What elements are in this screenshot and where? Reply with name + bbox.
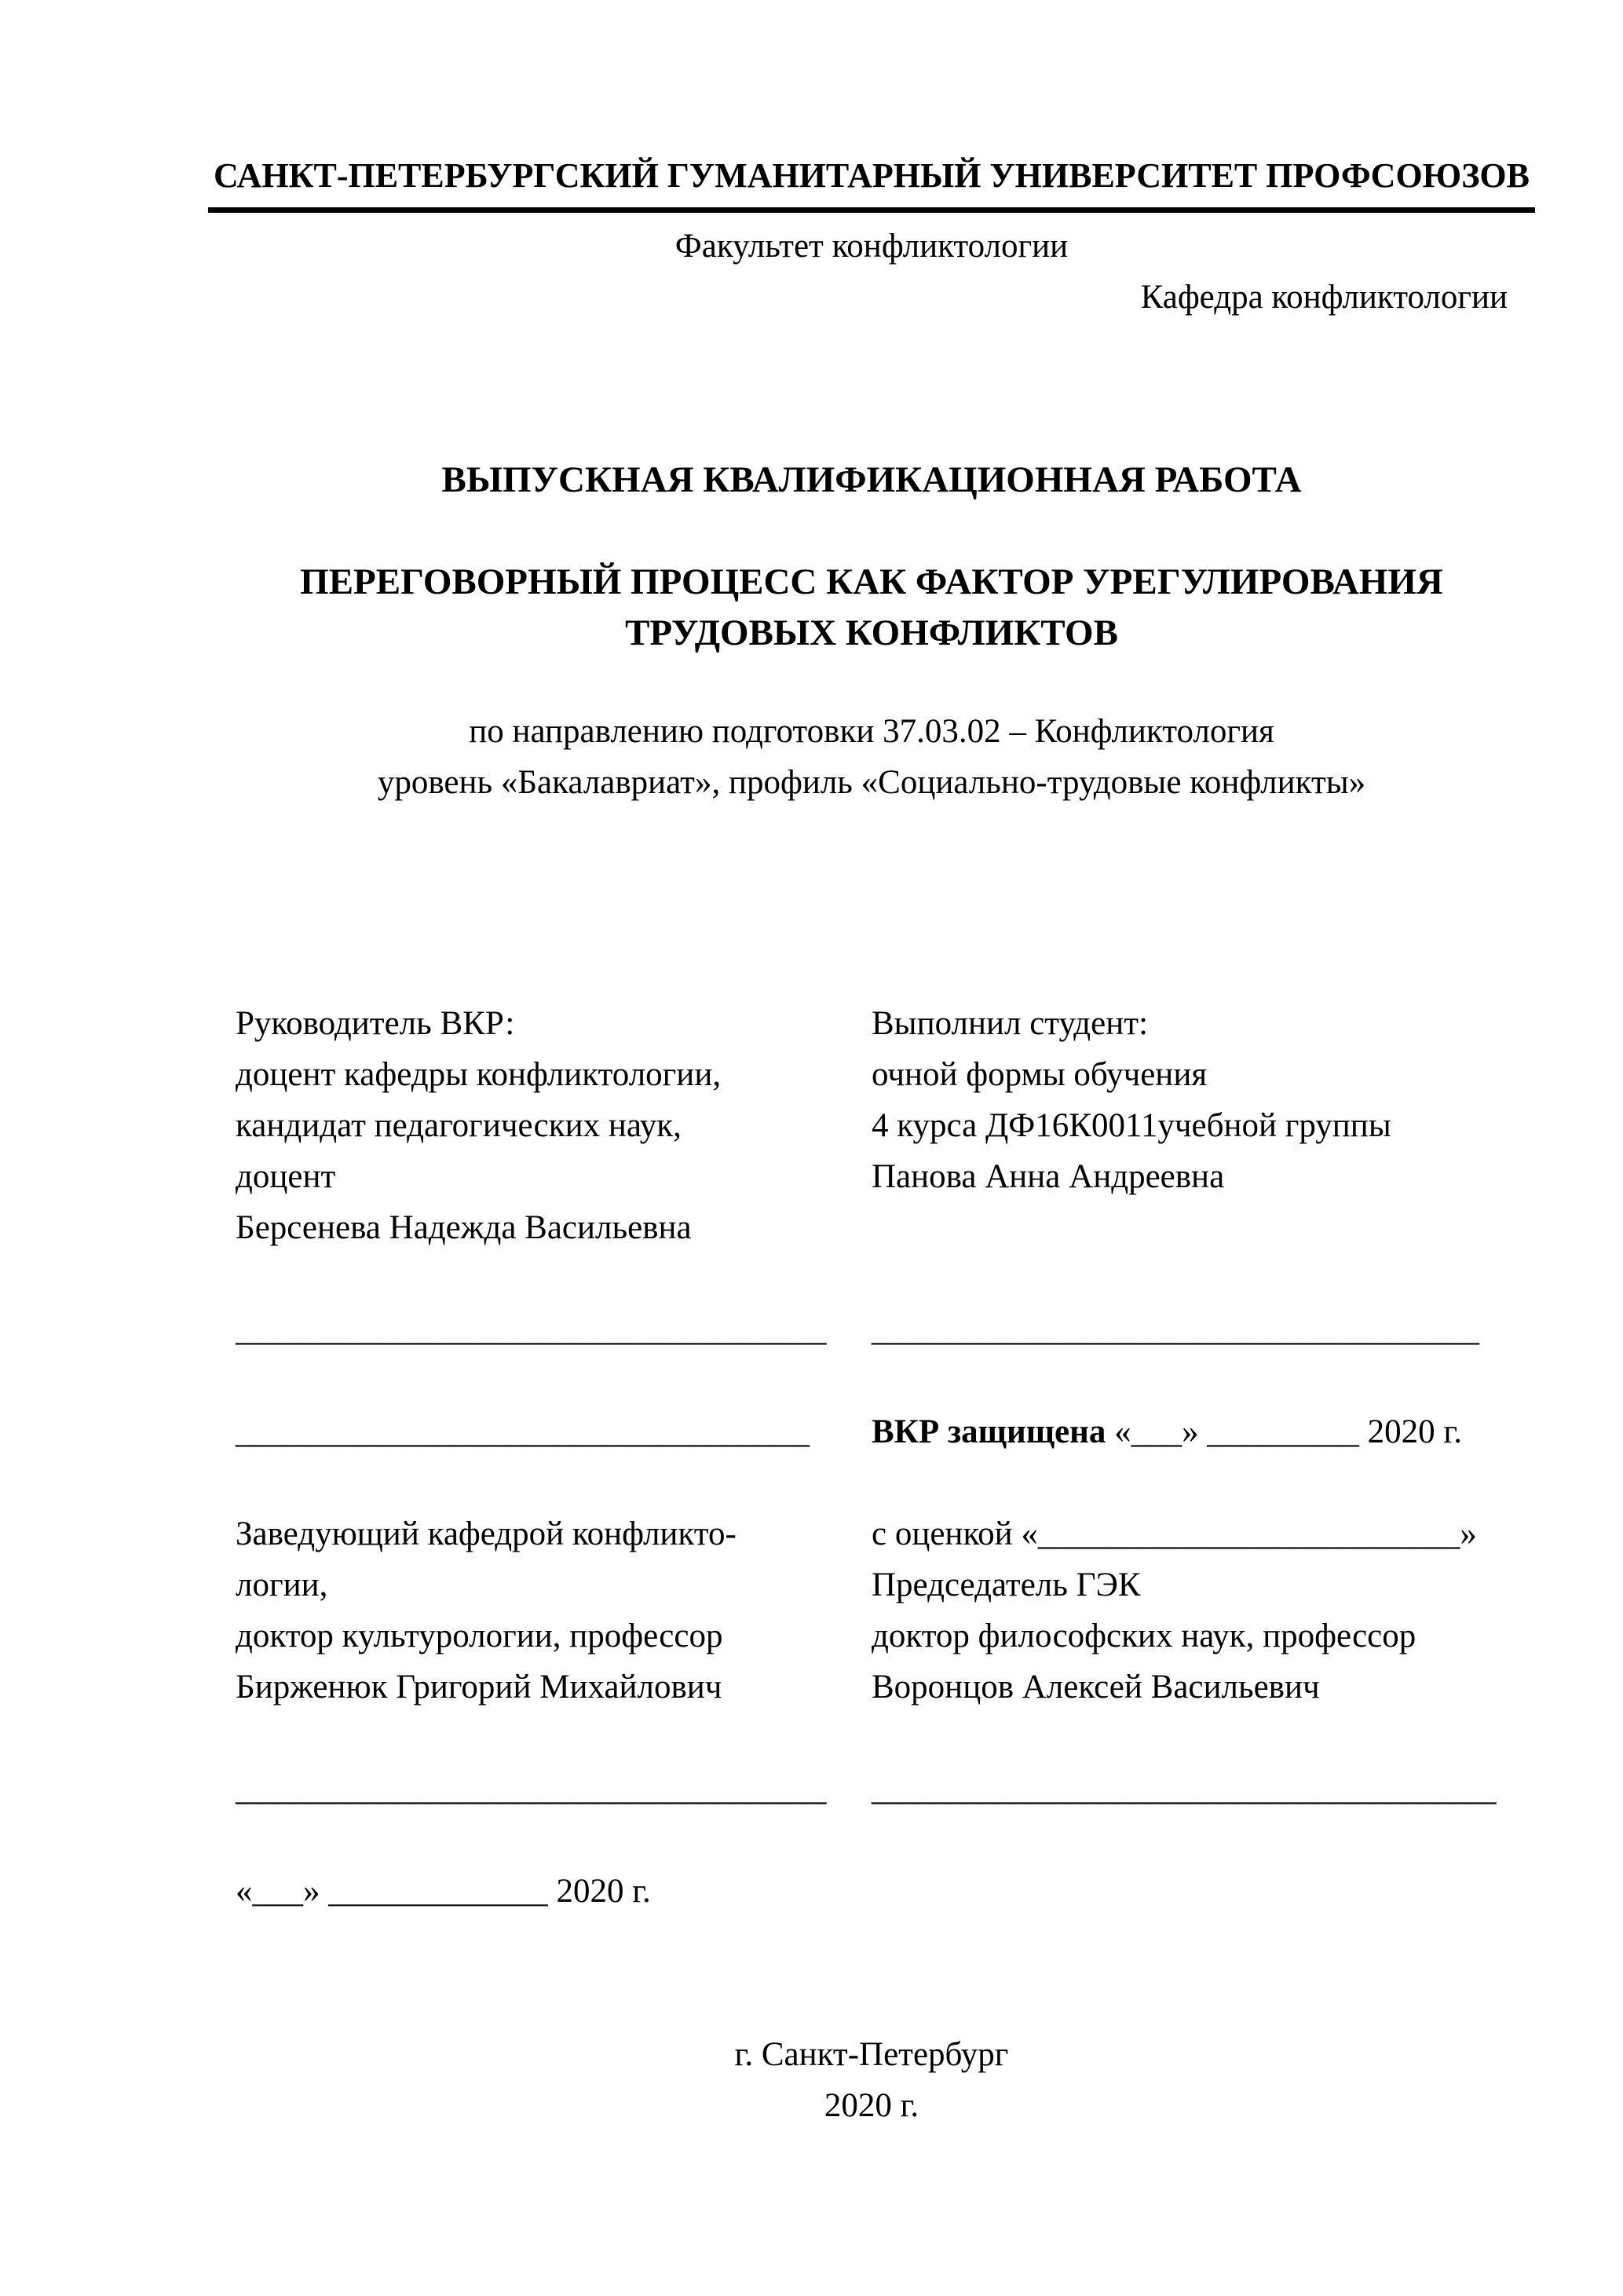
supervisor-name: Берсенева Надежда Васильевна [236, 1209, 692, 1246]
defense-date-blank: «___» _________ 2020 г. [1106, 1413, 1462, 1450]
blank-line [872, 1815, 1508, 1866]
title-block [236, 455, 1508, 659]
blank-line [236, 1457, 872, 1508]
blank-line [872, 1253, 1508, 1304]
program-block [236, 706, 1508, 808]
student-form: очной формы обучения [872, 1056, 1208, 1093]
blank-line [872, 1457, 1508, 1508]
footer-block [236, 2029, 1508, 2131]
gek-chair-name: Воронцов Алексей Васильевич [872, 1669, 1320, 1706]
work-type-title: ВЫПУСКНАЯ КВАЛИФИКАЦИОННАЯ РАБОТА [441, 459, 1302, 500]
supervisor-degree: кандидат педагогических наук, [236, 1107, 682, 1144]
thesis-title-line-1: ПЕРЕГОВОРНЫЙ ПРОЦЕСС КАК ФАКТОР УРЕГУЛИРОВАНИЯ [300, 561, 1443, 602]
date-blank-line: «___» _____________ 2020 г. [236, 1873, 651, 1910]
blank-line [236, 1713, 872, 1764]
supervisor-rank: доцент [236, 1158, 336, 1195]
blank-line [872, 1355, 1508, 1406]
blank-line [872, 1713, 1508, 1764]
supervisor-signature-blank-2: __________________________________ [236, 1413, 810, 1450]
defense-label: ВКР защищена [872, 1413, 1106, 1450]
blank-line [236, 1815, 872, 1866]
blank-line [236, 506, 1508, 557]
dept-head-signature-blank: ___________________________________ [236, 1771, 827, 1808]
blank-line [236, 1253, 872, 1304]
student-name: Панова Анна Андреевна [872, 1158, 1225, 1195]
left-column [236, 998, 872, 1917]
gek-chair-signature-blank: _____________________________________ [872, 1771, 1497, 1808]
thesis-title-line-2: ТРУДОВЫХ КОНФЛИКТОВ [625, 612, 1118, 653]
department-line: Кафедра конфликтологии [1140, 279, 1508, 316]
grade-blank-line: с оценкой «_________________________» [872, 1515, 1477, 1552]
blank-line [872, 1866, 1508, 1917]
student-group: 4 курса ДФ16К0011учебной группы [872, 1107, 1391, 1144]
supervisor-position: доцент кафедры конфликтологии, [236, 1056, 722, 1093]
supervisor-signature-blank: ___________________________________ [236, 1311, 827, 1348]
city-line: г. Санкт-Петербург [734, 2036, 1009, 2073]
blank-line [872, 1202, 1508, 1253]
dept-head-name: Бирженюк Григорий Михайлович [236, 1669, 722, 1706]
header-rule [208, 154, 1535, 213]
dept-head-label-1: Заведующий кафедрой конфликто- [236, 1515, 737, 1552]
right-column [872, 998, 1508, 1917]
supervisor-label: Руководитель ВКР: [236, 1005, 515, 1042]
faculty-line: Факультет конфликтологии [674, 228, 1069, 265]
year-line: 2020 г. [824, 2087, 919, 2124]
gek-chair-label: Председатель ГЭК [872, 1567, 1141, 1603]
blank-line [236, 1355, 872, 1406]
signature-columns [236, 998, 1508, 1917]
student-signature-blank: ____________________________________ [872, 1311, 1479, 1348]
program-level-line: уровень «Бакалавриат», профиль «Социально-трудовые конфликты» [377, 764, 1366, 801]
student-label: Выполнил студент: [872, 1005, 1149, 1042]
program-direction-line: по направлению подготовки 37.03.02 – Конфликтология [469, 713, 1274, 750]
dept-head-label-2: логии, [236, 1567, 328, 1603]
defense-date-line [872, 1406, 1508, 1457]
dept-head-degree: доктор культурологии, профессор [236, 1618, 723, 1654]
gek-chair-degree: доктор философских наук, профессор [872, 1618, 1416, 1654]
university-name: САНКТ-ПЕТЕРБУРГСКИЙ ГУМАНИТАРНЫЙ УНИВЕРСИТЕТ ПРОФСОЮЗОВ [213, 156, 1530, 195]
